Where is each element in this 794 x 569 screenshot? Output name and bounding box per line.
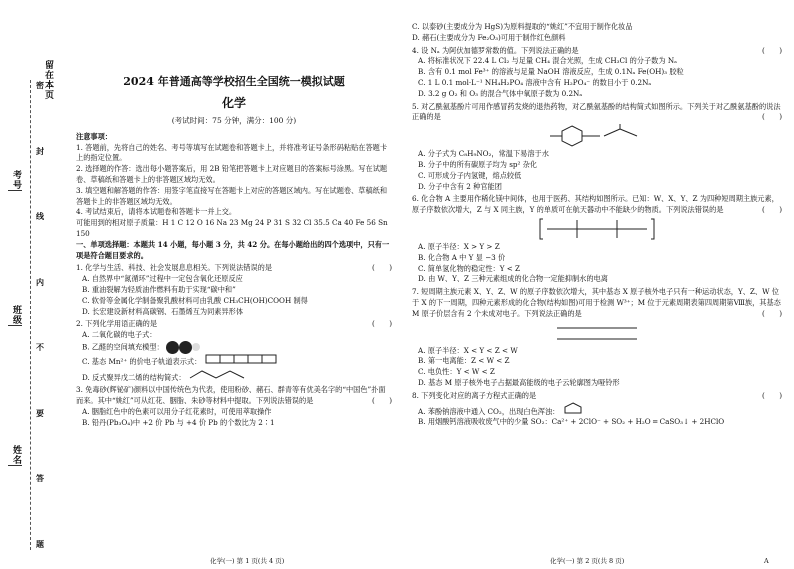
option: D. 3.2 g O₂ 和 O₃ 的混合气体中氧原子数为 0.2Nₐ — [418, 88, 583, 98]
seal-word: 答 — [36, 473, 44, 484]
option: B. 化合物 A 中 Y 显 −3 价 — [418, 252, 506, 262]
option: B. 铅丹(Pb₃O₄)中 +2 价 Pb 与 +4 价 Pb 的个数比为 2∶1 — [82, 417, 275, 427]
left-footer: 化学(一) 第 1 页(共 4 页) — [210, 557, 285, 565]
orbital-boxes-icon — [204, 354, 284, 364]
q7-structure — [412, 320, 782, 346]
compound-a-structure — [412, 216, 782, 242]
field-exam-number: 考号 — [11, 170, 21, 190]
left-column — [76, 14, 392, 429]
answer-paren: ( ) — [372, 396, 392, 406]
exam-subject: 化学 — [221, 95, 246, 110]
field-name: 姓名 — [11, 445, 21, 465]
q3-continued: C. 以泰砂(主要成分为 HgS)为原料提取的“姚红”不宜用于制作化妆品 — [412, 22, 633, 31]
option-b-with-model: B. 乙醛的空间填充模型： — [76, 341, 392, 354]
seal-words — [36, 80, 44, 550]
exam-number-line — [8, 190, 22, 191]
answer-paren: ( ) — [372, 319, 392, 329]
binding-strip — [0, 0, 60, 569]
option: B. 重油裂解为轻质油作燃料有助于实现“碳中和” — [82, 284, 236, 294]
phenoxide-ring-icon — [562, 402, 584, 414]
chain-structure-icon — [552, 321, 642, 345]
option: D. 由 W、Y、Z 三种元素组成的化合物一定能抑制水的电离 — [418, 274, 608, 284]
option: A. 二氧化碳的电子式： — [82, 330, 157, 340]
option: A. 将标准状况下 22.4 L Cl₂ 与足量 CH₄ 混合光照，生成 CH₃Cl 的分子数为 Nₐ — [418, 56, 677, 66]
seal-word: 密 — [36, 80, 44, 90]
acetaminophen-structure — [412, 123, 782, 149]
question-4-stem: 4. 设 Nₐ 为阿伏加德罗常数的值。下列说法正确的是 ( ) — [412, 45, 782, 55]
class-line — [8, 325, 22, 326]
atomic-masses: 可能用到的相对原子质量：H 1 C 12 O 16 Na 23 Mg 24 P 31 S 32 Cl 35.5 Ca 40 Fe 56 Sn 150 — [76, 218, 388, 238]
option-c-with-orbital: C. 基态 Mn²⁺ 的价电子轨道表示式： — [76, 354, 392, 368]
stamp-text: 留在本页 — [43, 60, 53, 100]
note-item: 1. 答题前，先将自己的姓名、考号等填写在试题卷和答题卡上，并将准考证号条形码粘贴在答题卡上的指定位置。 — [76, 142, 388, 163]
q3-continued: D. 赭石(主要成分为 Fe₂O₃)可用于制作红色颜料 — [412, 32, 566, 42]
paper-version: A — [764, 557, 769, 565]
option: C. 可形成分子内氢键，熔点较低 — [418, 170, 522, 180]
exam-title: 2024 年普通高等学校招生全国统一模拟试题 — [123, 75, 345, 88]
notes-title: 注意事项： — [76, 131, 112, 141]
question-2-stem: 2. 下列化学用语正确的是 ( ) — [76, 319, 392, 329]
seal-word: 要 — [36, 407, 44, 418]
seal-dashed-line — [30, 80, 31, 550]
option: A. 自然界中“氮循环”过程中一定包含氧化还原反应 — [82, 274, 243, 284]
right-footer: 化学(一) 第 2 页(共 8 页) — [550, 557, 625, 565]
option: A. 原子半径：X < Y < Z < W — [418, 345, 518, 355]
exam-meta: (考试时间：75 分钟，满分：100 分) — [171, 115, 297, 125]
right-column — [412, 22, 782, 428]
option: C. 简单氢化物的稳定性：Y < Z — [418, 263, 521, 273]
option-d-with-structure: D. 反式聚异戊二烯的结构简式： — [76, 368, 392, 384]
option: A. 原子半径：X > Y > Z — [418, 241, 500, 251]
question-5-stem: 5. 对乙酰氨基酚片可用作感冒药发烧的退热药物，对乙酰氨基酚的结构简式如图所示。下列关于对乙酰氨基酚的说法正确的是 ( ) — [412, 101, 782, 122]
option: C. 软骨等金属化学制备聚乳酸材料可由乳酸 CH₃CH(OH)COOH 制得 — [82, 295, 308, 305]
carbon-ball-icon — [179, 341, 192, 354]
hydrogen-ball-icon — [192, 343, 200, 351]
question-6-stem: 6. 化合物 A 主要用作稀化镁中间体，也用于医药、其结构如图所示。已知：W、X、Y、Z 为四种短周期主族元素，原子序数依次增大，Z 与 X 同主族，Y 的单质可在航天器动中不能缺少的物质。下列说法错误的是 ( ) — [412, 194, 782, 215]
option: C. 1 L 0.1 mol·L⁻¹ NH₄H₂PO₄ 溶液中含有 H₂PO₄⁻ 的数目小于 0.2Nₐ — [418, 77, 652, 87]
question-3-stem: 3. 免毒砂(辉铋矿)颜料以中国传统色为代表，使用粉砂、赭石、群青等有优美名字的“中国色”扑面而来。其中“姚红”可从红花、胭脂、朱砂等材料中提取。下列说法错误的是 ( ) — [76, 385, 392, 406]
section-heading: 一、单项选择题：本题共 14 小题，每小题 3 分，共 42 分。在每小题给出的四个选项中，只有一项是符合题目要求的。 — [76, 239, 390, 260]
option: A. 分子式为 C₈H₉NO₂，常温下易溶于水 — [418, 149, 549, 159]
answer-paren: ( ) — [372, 263, 392, 273]
answer-paren: ( ) — [762, 390, 782, 400]
field-class: 班级 — [11, 305, 21, 325]
option: B. 第一电离能：Z < W < Z — [418, 356, 510, 366]
option: D. 长宏建设新材料高碳钢、石墨烯互为同素异形体 — [82, 306, 244, 316]
carbon-ball-icon — [166, 341, 179, 354]
seal-word: 题 — [36, 538, 44, 549]
seal-word: 内 — [36, 276, 44, 287]
answer-paren: ( ) — [762, 112, 782, 122]
seal-word: 封 — [36, 145, 44, 156]
polymer-structure-icon — [188, 368, 248, 380]
option: B. 分子中的所有碳原子均为 sp² 杂化 — [418, 159, 538, 169]
note-item: 3. 填空题和解答题的作答：用签字笔直接写在答题卡上对应的答题区域内。写在试题卷、草稿纸和答题卡上的非答题区域均无效。 — [76, 185, 388, 206]
option: B. 用烟酸钙溶液吸收废气中的少量 SO₂：Ca²⁺ + 2ClO⁻ + SO₂ + H₂O ═ CaSO₃↓ + 2HClO — [418, 417, 725, 427]
note-item: 4. 考试结束后，请将本试题卷和答题卡一并上交。 — [76, 207, 237, 217]
option-a-with-equation: A. 苯酚钠溶液中通入 CO₂，出现白色浑浊： — [412, 402, 782, 418]
option: A. 胭脂红色中的色素可以用分子红花素时，可使用萃取操作 — [82, 407, 272, 417]
answer-paren: ( ) — [762, 45, 782, 55]
question-7-stem: 7. 短周期主族元素 X、Y、Z、W 的原子序数依次增大，其中基态 X 原子核外电子只有一种运动状态，Y、Z、W 位于 X 的下一周期，四种元素形成的化合物(结构如图)可用于检测 W³⁺；M 位于元素周期表第四周期第Ⅷ族，其基态 M 原子价层含有 2 个未成对电子。下列说法正确的是 ( ) — [412, 287, 782, 318]
name-line — [8, 465, 22, 466]
seal-word: 不 — [36, 342, 44, 353]
benzene-ring-icon — [542, 123, 652, 149]
seal-word: 线 — [36, 211, 44, 222]
option: C. 电负性：Y < W < Z — [418, 367, 495, 377]
bracket-structure-icon — [537, 217, 657, 241]
question-1-stem: 1. 化学与生活、科技、社会发展息息相关。下列说法错误的是 ( ) — [76, 263, 392, 273]
answer-paren: ( ) — [762, 205, 782, 215]
answer-paren: ( ) — [762, 308, 782, 318]
option: D. 基态 M 原子核外电子占据最高能级的电子云轮廓图为哑铃形 — [418, 377, 620, 387]
note-item: 2. 选择题的作答：选出每小题答案后，用 2B 铅笔把答题卡上对应题目的答案标号涂黑。写在试题卷、草稿纸和答题卡上的非答题区域均无效。 — [76, 164, 388, 184]
question-8-stem: 8. 下列变化对应的离子方程式正确的是 ( ) — [412, 390, 782, 400]
option: D. 分子中含有 2 种官能团 — [418, 181, 502, 191]
option: B. 含有 0.1 mol Fe³⁺ 的溶液与足量 NaOH 溶液反应，生成 0.1Nₐ Fe(OH)₃ 胶粒 — [418, 67, 684, 77]
